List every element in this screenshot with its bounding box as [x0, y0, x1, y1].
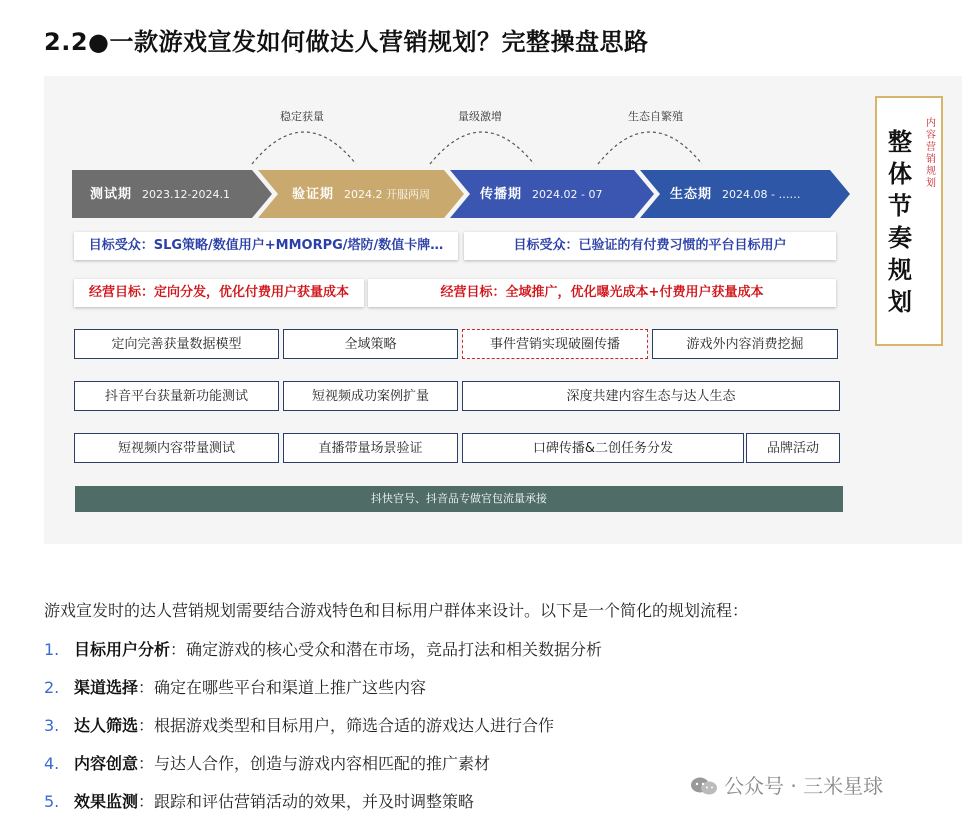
intro-paragraph: 游戏宣发时的达人营销规划需要结合游戏特色和目标用户群体来设计。以下是一个简化的规划流程： — [44, 601, 749, 620]
task-box: 全域策略 — [283, 329, 458, 359]
steps-list — [44, 638, 602, 828]
list-item: 2. 渠道选择：确定在哪些平台和渠道上推广这些内容 — [44, 678, 427, 697]
task-box: 短视频内容带量测试 — [74, 433, 279, 463]
task-box: 游戏外内容消费挖掘 — [652, 329, 838, 359]
op-goal-left: 经营目标：定向分发，优化付费用户获量成本 — [74, 279, 364, 307]
watermark: 公众号 · 三米星球 — [690, 770, 883, 799]
arc-label: 生态自繁殖 — [628, 110, 683, 123]
arc-label: 稳定获量 — [280, 110, 324, 123]
task-box: 口碑传播&二创任务分发 — [462, 433, 744, 463]
op-goal-right: 经营目标：全域推广，优化曝光成本+付费用户获量成本 — [368, 279, 836, 307]
side-panel — [875, 96, 943, 346]
phase-testing: 测试期 2023.12-2024.1 — [90, 187, 230, 202]
phase-validation: 验证期 2024.2 开服两周 — [292, 187, 431, 202]
task-box: 抖音平台获量新功能测试 — [74, 381, 279, 411]
page-title: 2.2●一款游戏宣发如何做达人营销规划？完整操盘思路 — [44, 28, 649, 56]
list-item: 3. 达人筛选：根据游戏类型和目标用户，筛选合适的游戏达人进行合作 — [44, 716, 555, 735]
list-item: 1. 目标用户分析：确定游戏的核心受众和潜在市场，竞品打法和相关数据分析 — [44, 640, 603, 659]
side-big-text: 整 体 节 奏 规 划 — [888, 127, 912, 316]
footer-bar: 抖快官号、抖音品专做官包流量承接 — [75, 486, 843, 512]
task-box-highlight: 事件营销实现破圈传播 — [462, 329, 648, 359]
wechat-icon — [690, 776, 718, 796]
task-box: 品牌活动 — [746, 433, 840, 463]
task-box: 直播带量场景验证 — [283, 433, 458, 463]
target-audience-right: 目标受众：已验证的有付费习惯的平台目标用户 — [464, 232, 836, 260]
task-box: 定向完善获量数据模型 — [74, 329, 279, 359]
strategy-diagram — [44, 76, 962, 544]
phase-ecosystem: 生态期 2024.08 - …… — [670, 187, 801, 202]
list-item: 5. 效果监测：跟踪和评估营销活动的效果，并及时调整策略 — [44, 792, 475, 811]
task-box: 短视频成功案例扩量 — [283, 381, 458, 411]
arc-label: 量级激增 — [458, 110, 502, 123]
phase-spreading: 传播期 2024.02 - 07 — [480, 187, 603, 202]
list-item: 4. 内容创意：与达人合作，创造与游戏内容相匹配的推广素材 — [44, 754, 491, 773]
side-small-text: 内容营销规划 — [926, 118, 936, 189]
target-audience-left: 目标受众：SLG策略/数值用户+MMORPG/塔防/数值卡牌… — [74, 232, 458, 260]
task-box: 深度共建内容生态与达人生态 — [462, 381, 840, 411]
